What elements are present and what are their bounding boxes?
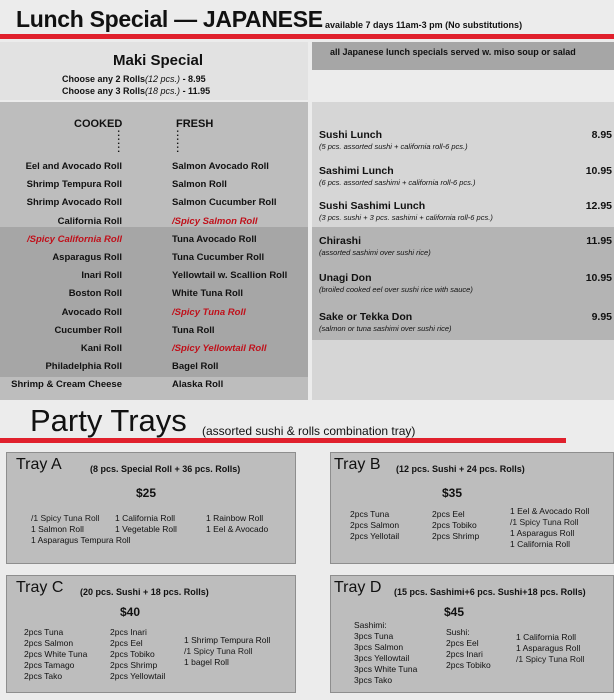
maki-option-2-text: Choose any 2 Rolls [62,74,146,84]
tray-c-item: 2pcs Shrimp [110,660,158,670]
maki-option-3-text: Choose any 3 Rolls [62,86,146,96]
maki-option-2 [62,74,206,84]
party-trays-title: Party Trays [30,403,187,438]
tray-c-item: 2pcs Eel [110,638,143,648]
header-divider [0,34,614,39]
tray-d-item: 3pcs Salmon [354,642,404,652]
lunch-item-desc: (salmon or tuna sashimi over sushi rice) [319,324,452,333]
tray-d-subtitle: (15 pcs. Sashimi+6 pcs. Sushi+18 pcs. Rolls) [394,587,586,597]
tray-c-item: 2pcs Tako [24,671,63,681]
tray-b-item: /1 Spicy Tuna Roll [510,517,579,527]
tray-b-item: 2pcs Yellotail [350,531,400,541]
tray-a-item: 1 Vegetable Roll [115,524,177,534]
lunch-item-desc: (assorted sashimi over sushi rice) [319,248,431,257]
party-divider [0,438,566,443]
lunch-item-price: 11.95 [586,235,612,247]
lunch-item-name: Sashimi Lunch [319,165,394,177]
lunch-item-desc: (6 pcs. assorted sashimi + california roll-6 pcs.) [319,178,476,187]
maki-option-3-price: - 11.95 [182,86,211,96]
tray-d-title: Tray D [334,579,382,596]
tray-c-item: 1 bagel Roll [184,657,229,667]
tray-b-item: 1 California Roll [510,539,570,549]
cooked-roll-item: /Spicy California Roll [26,233,122,245]
tray-c-item: 2pcs Inari [110,627,147,637]
tray-b-item: 2pcs Salmon [350,520,400,530]
cooked-roll-item: Shrimp Avocado Roll [26,197,122,209]
fresh-roll-item: /Spicy Salmon Roll [172,215,258,227]
cooked-roll-item: Boston Roll [68,288,122,300]
fresh-roll-item: White Tuna Roll [172,288,244,300]
maki-option-3 [62,86,210,96]
tray-d-item: 2pcs Tobiko [446,660,491,670]
tray-a-title: Tray A [16,456,62,473]
lunch-item-price: 9.95 [591,311,612,323]
cooked-roll-item: Inari Roll [81,270,122,282]
maki-title: Maki Special [113,52,204,69]
party-trays-subtitle: (assorted sushi & rolls combination tray) [202,424,416,438]
tray-c-price: $40 [120,605,141,619]
tray-a-item: 1 Asparagus Tempura Roll [31,535,131,545]
page-title: Lunch Special — JAPANESE [16,6,323,32]
lunch-item-name: Unagi Don [319,272,372,284]
lunch-item-desc: (3 pcs. sushi + 3 pcs. sashimi + california roll-6 pcs.) [319,213,493,222]
cooked-header: COOKED [74,118,123,130]
cooked-roll-item: Philadelphia Roll [45,361,122,373]
fresh-roll-item: Salmon Cucumber Roll [172,197,277,209]
tray-b-item: 2pcs Tobiko [432,520,477,530]
cooked-dots: : : : [117,128,121,155]
fresh-roll-item: Salmon Roll [172,179,227,191]
tray-c-subtitle: (20 pcs. Sushi + 18 pcs. Rolls) [80,587,209,597]
maki-option-2-price: - 8.95 [182,74,206,84]
miso-note: all Japanese lunch specials served w. miso soup or salad [330,47,576,57]
tray-d-item: 1 California Roll [516,632,576,642]
fresh-roll-item: Yellowtail w. Scallion Roll [172,270,288,282]
tray-d-item: Sushi: [446,627,470,637]
fresh-roll-item: Salmon Avocado Roll [172,161,269,172]
tray-a-price: $25 [136,486,157,500]
tray-b-item: 2pcs Tuna [350,509,390,519]
tray-d-item: 1 Asparagus Roll [516,643,581,653]
lunch-item-desc: (broiled cooked eel over sushi rice with sauce) [319,285,473,294]
tray-c-item: 1 Shrimp Tempura Roll [184,635,271,645]
tray-c-item: 2pcs Yellowtail [110,671,166,681]
lunch-item-price: 8.95 [591,129,612,141]
tray-c-item: 2pcs Salmon [24,638,74,648]
fresh-roll-item: Tuna Cucumber Roll [172,252,265,263]
tray-b-title: Tray B [334,456,381,473]
maki-option-3-pcs: (18 pcs.) [145,86,181,96]
rolls-panel-shade [0,227,308,377]
fresh-roll-item: Bagel Roll [172,361,219,373]
tray-d-price: $45 [444,605,465,619]
tray-a-item: 1 California Roll [115,513,175,523]
fresh-roll-item: /Spicy Tuna Roll [172,306,246,318]
tray-b-item: 1 Asparagus Roll [510,528,575,538]
tray-b-price: $35 [442,486,463,500]
tray-b-item: 2pcs Eel [432,509,465,519]
cooked-roll-item: Shrimp & Cream Cheese [11,379,122,391]
tray-d-item: 3pcs Tako [354,675,393,685]
lunch-item-name: Chirashi [319,235,362,247]
tray-a-item: 1 Salmon Roll [31,524,84,534]
lunch-item-name: Sushi Sashimi Lunch [319,200,426,212]
maki-option-2-pcs: (12 pcs.) [145,74,181,84]
tray-d-item: Sashimi: [354,620,387,630]
lunch-item-price: 12.95 [585,200,612,212]
fresh-header: FRESH [176,118,214,130]
tray-a-item: 1 Rainbow Roll [206,513,264,523]
tray-b-item: 1 Eel & Avocado Roll [510,506,590,516]
tray-c-item: 2pcs Tuna [24,627,64,637]
availability-note: available 7 days 11am-3 pm (No substitutions) [325,20,523,30]
tray-c-title: Tray C [16,579,64,596]
tray-c-item: 2pcs White Tuna [24,649,88,659]
tray-d-item: 3pcs Yellowtail [354,653,410,663]
cooked-roll-item: Cucumber Roll [54,324,122,336]
tray-d-item: 2pcs Inari [446,649,483,659]
cooked-roll-item: Avocado Roll [61,306,122,318]
tray-b-subtitle: (12 pcs. Sushi + 24 pcs. Rolls) [396,464,525,474]
fresh-roll-item: Tuna Avocado Roll [172,233,257,245]
tray-b-item: 2pcs Shrimp [432,531,480,541]
fresh-dots: : : : [176,128,180,155]
tray-a-subtitle: (8 pcs. Special Roll + 36 pcs. Rolls) [90,464,241,474]
fresh-roll-item: Tuna Roll [172,324,215,336]
tray-d-item: 2pcs Eel [446,638,479,648]
fresh-roll-item: Alaska Roll [172,379,224,391]
cooked-roll-item: Eel and Avocado Roll [25,161,122,172]
lunch-item-name: Sake or Tekka Don [319,311,413,323]
lunch-item-price: 10.95 [585,165,612,177]
tray-a-item: 1 Eel & Avocado [206,524,269,534]
tray-a-item: /1 Spicy Tuna Roll [31,513,100,523]
lunch-item-desc: (5 pcs. assorted sushi + california roll-6 pcs.) [319,142,468,151]
lunch-item-name: Sushi Lunch [319,129,382,141]
tray-d-item: /1 Spicy Tuna Roll [516,654,585,664]
tray-c-item: /1 Spicy Tuna Roll [184,646,253,656]
tray-c-item: 2pcs Tobiko [110,649,155,659]
fresh-roll-item: /Spicy Yellowtail Roll [172,343,267,354]
tray-d-item: 3pcs White Tuna [354,664,418,674]
cooked-roll-item: Asparagus Roll [52,252,122,263]
tray-c-item: 2pcs Tamago [24,660,75,670]
cooked-roll-item: Shrimp Tempura Roll [26,179,122,191]
tray-d-item: 3pcs Tuna [354,631,394,641]
cooked-roll-item: California Roll [57,215,122,227]
cooked-roll-item: Kani Roll [80,343,122,354]
lunch-item-price: 10.95 [585,272,612,284]
